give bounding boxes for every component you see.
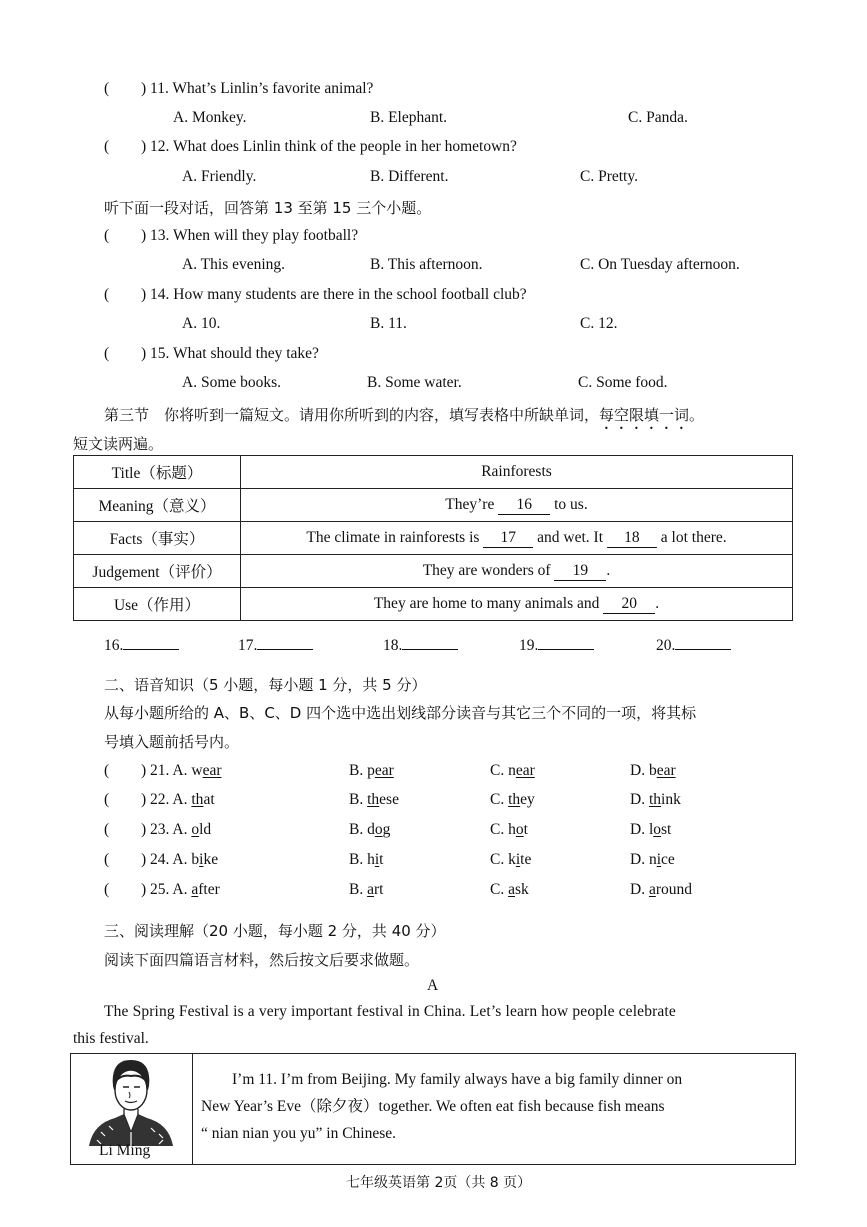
option-a: A. 10. bbox=[182, 315, 221, 332]
row-content bbox=[241, 588, 793, 621]
row-label: Meaning（意义） bbox=[74, 489, 241, 522]
table-row bbox=[74, 489, 793, 522]
blank-20[interactable]: 20 bbox=[603, 595, 655, 614]
part3-instruction: 阅读下面四篇语言材料，然后按文后要求做题。 bbox=[104, 951, 420, 969]
option-c: C. Panda. bbox=[628, 109, 688, 126]
page-footer: 七年级英语第 2页（共 8 页） bbox=[346, 1175, 532, 1191]
row-text: . bbox=[606, 561, 611, 579]
part2-instruction: 从每小题所给的 A、B、C、D 四个选中选出划线部分读音与其它三个不同的一项，将其标 bbox=[104, 704, 697, 722]
option-b: B. pear bbox=[349, 762, 394, 779]
passage-intro-line2: this festival. bbox=[73, 1030, 149, 1047]
row-text: . bbox=[655, 594, 660, 612]
blank-18[interactable]: 18 bbox=[607, 529, 657, 548]
title-value: Rainforests bbox=[481, 463, 552, 480]
option-c: C. near bbox=[490, 762, 535, 779]
row-label: Title（标题） bbox=[74, 456, 241, 489]
person-name: Li Ming bbox=[99, 1142, 151, 1159]
row-content bbox=[241, 456, 793, 489]
option-b: B. hit bbox=[349, 851, 384, 868]
option-b: B. these bbox=[349, 791, 399, 808]
blank-16[interactable]: 16 bbox=[498, 496, 550, 515]
option-a: A. Friendly. bbox=[182, 168, 257, 185]
answer-bracket: ( bbox=[104, 762, 110, 779]
option-d: D. lost bbox=[630, 821, 672, 838]
row-text: The climate in rainforests is bbox=[306, 528, 484, 546]
row-text: and wet. It bbox=[533, 528, 607, 546]
option-c: C. ask bbox=[490, 881, 529, 898]
option-c: C. Pretty. bbox=[580, 168, 638, 185]
option-c: C. 12. bbox=[580, 315, 618, 332]
option-d: D. nice bbox=[630, 851, 675, 868]
part2-instruction-line2: 号填入题前括号内。 bbox=[104, 733, 240, 751]
row-content bbox=[241, 555, 793, 588]
option-d: D. around bbox=[630, 881, 693, 898]
row-text: They’re bbox=[445, 495, 499, 513]
answer-bracket: ( bbox=[104, 881, 110, 898]
question-text: ) 12. What does Linlin think of the people in her hometown? bbox=[141, 138, 517, 155]
table-row bbox=[74, 588, 793, 621]
option-a: ) 22. A. that bbox=[141, 791, 215, 808]
section3-instruction bbox=[104, 404, 704, 433]
person-text-line: I’m 11. I’m from Beijing. My family always have a big family dinner on bbox=[232, 1071, 683, 1088]
part3-title: 三、阅读理解（20 小题，每小题 2 分，共 40 分） bbox=[104, 922, 446, 940]
option-a: ) 24. A. bike bbox=[141, 851, 219, 868]
option-b: B. art bbox=[349, 881, 384, 898]
option-a: A. Monkey. bbox=[173, 109, 247, 126]
answer-bracket: ( bbox=[104, 821, 110, 838]
section3-emphasis: 每空限填一词 bbox=[599, 406, 690, 424]
answer-blank-16[interactable]: 16. bbox=[104, 637, 179, 655]
section3-text: 第三节 你将听到一篇短文。请用你所听到的内容，填写表格中所缺单词， bbox=[104, 406, 600, 424]
table-row bbox=[74, 522, 793, 555]
option-a: ) 25. A. after bbox=[141, 881, 220, 898]
option-a: ) 21. A. wear bbox=[141, 762, 222, 779]
row-text: They are home to many animals and bbox=[373, 594, 604, 612]
option-c: C. hot bbox=[490, 821, 528, 838]
blank-17[interactable]: 17 bbox=[483, 529, 533, 548]
person-text-line: New Year’s Eve（除夕夜）together. We often eat fish because fish means bbox=[201, 1098, 665, 1115]
option-b: B. Some water. bbox=[367, 374, 462, 391]
answer-blank-18[interactable]: 18. bbox=[383, 637, 458, 655]
option-c: C. On Tuesday afternoon. bbox=[580, 256, 740, 273]
answer-bracket: ( bbox=[104, 80, 110, 97]
option-a: A. Some books. bbox=[182, 374, 282, 391]
question-text: ) 15. What should they take? bbox=[141, 345, 319, 362]
option-a: ) 23. A. old bbox=[141, 821, 212, 838]
answer-bracket: ( bbox=[104, 791, 110, 808]
row-text: a lot there. bbox=[656, 528, 727, 546]
option-c: C. they bbox=[490, 791, 535, 808]
option-b: B. dog bbox=[349, 821, 391, 838]
question-text: ) 14. How many students are there in the school football club? bbox=[141, 286, 527, 303]
option-b: B. 11. bbox=[370, 315, 407, 332]
person-card bbox=[70, 1053, 796, 1165]
row-label: Use（作用） bbox=[74, 588, 241, 621]
option-d: D. bear bbox=[630, 762, 676, 779]
answer-bracket: ( bbox=[104, 138, 110, 155]
row-text: to us. bbox=[550, 495, 588, 513]
section3-period: 。 bbox=[689, 406, 705, 424]
dialogue-instruction: 听下面一段对话，回答第 13 至第 15 三个小题。 bbox=[104, 199, 432, 217]
row-content bbox=[241, 522, 793, 555]
passage-intro: The Spring Festival is a very important festival in China. Let’s learn how people celebrate bbox=[104, 1003, 676, 1020]
answer-bracket: ( bbox=[104, 851, 110, 868]
section3-instruction-line2: 短文读两遍。 bbox=[73, 435, 164, 453]
person-portrait bbox=[71, 1054, 193, 1164]
table-row bbox=[74, 456, 793, 489]
row-label: Judgement（评价） bbox=[74, 555, 241, 588]
person-text bbox=[201, 1066, 787, 1147]
row-label: Facts（事实） bbox=[74, 522, 241, 555]
option-b: B. Different. bbox=[370, 168, 449, 185]
option-c: C. Some food. bbox=[578, 374, 668, 391]
rainforest-table bbox=[73, 455, 793, 621]
answer-blank-19[interactable]: 19. bbox=[519, 637, 594, 655]
passage-label: A bbox=[427, 977, 439, 994]
question-text: ) 11. What’s Linlin’s favorite animal? bbox=[141, 80, 374, 97]
person-text-line: “ nian nian you yu” in Chinese. bbox=[201, 1125, 396, 1142]
blank-19[interactable]: 19 bbox=[554, 562, 606, 581]
row-content bbox=[241, 489, 793, 522]
answer-bracket: ( bbox=[104, 286, 110, 303]
answer-blank-20[interactable]: 20. bbox=[656, 637, 731, 655]
option-a: A. This evening. bbox=[182, 256, 286, 273]
option-d: D. think bbox=[630, 791, 681, 808]
answer-bracket: ( bbox=[104, 227, 110, 244]
option-c: C. kite bbox=[490, 851, 532, 868]
answer-blank-17[interactable]: 17. bbox=[238, 637, 313, 655]
option-b: B. Elephant. bbox=[370, 109, 448, 126]
option-b: B. This afternoon. bbox=[370, 256, 483, 273]
table-row bbox=[74, 555, 793, 588]
question-text: ) 13. When will they play football? bbox=[141, 227, 359, 244]
row-text: They are wonders of bbox=[422, 561, 555, 579]
part2-title: 二、语音知识（5 小题，每小题 1 分，共 5 分） bbox=[104, 676, 427, 694]
answer-bracket: ( bbox=[104, 345, 110, 362]
